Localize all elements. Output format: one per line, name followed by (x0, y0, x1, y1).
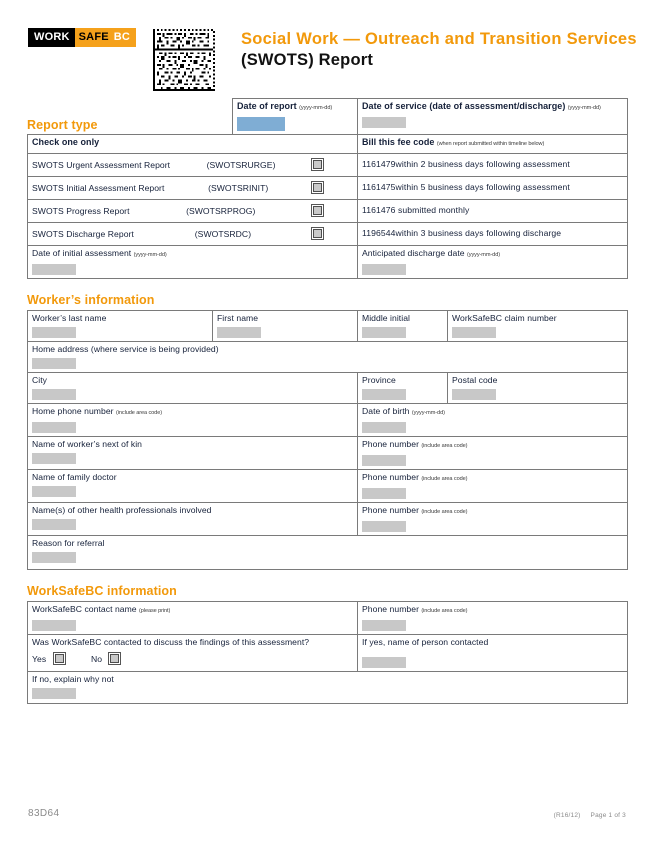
worksafebc-contact-name-input[interactable] (32, 620, 76, 631)
cell-fee-initial (358, 177, 628, 200)
table-row (28, 223, 628, 246)
worker-information-table (27, 310, 628, 570)
report-discharge-name: SWOTS Discharge Report (32, 228, 134, 239)
cell-fee-urgent (358, 154, 628, 177)
date-of-report-label: Date of report (237, 101, 297, 111)
contacted-question-label: Was WorkSafeBC contacted to discuss the findings of this assessment? (32, 637, 310, 647)
table-row (28, 404, 628, 437)
date-of-service-input[interactable] (362, 117, 406, 128)
explain-why-not-label: If no, explain why not (32, 674, 114, 684)
cell-middle-initial[interactable] (358, 311, 448, 342)
worksafebc-contact-name-label: WorkSafeBC contact name (32, 604, 137, 614)
anticipated-discharge-label: Anticipated discharge date (362, 248, 465, 258)
claim-number-input[interactable] (452, 327, 496, 338)
cell-home-address[interactable] (28, 342, 628, 373)
other-professionals-input[interactable] (32, 519, 76, 530)
cell-date-of-report[interactable] (233, 99, 358, 135)
date-of-service-hint: (yyyy-mm-dd) (567, 105, 601, 111)
date-of-report-hint: (yyyy-mm-dd) (299, 105, 333, 111)
worksafebc-contact-phone-label: Phone number (362, 604, 419, 614)
cell-family-doctor-phone[interactable] (358, 470, 628, 503)
checkbox-swots-initial[interactable] (312, 182, 323, 193)
report-type-heading: Report type (27, 118, 98, 132)
family-doctor-phone-input[interactable] (362, 488, 406, 499)
next-of-kin-phone-label: Phone number (362, 439, 419, 449)
cell-contacted-question (28, 635, 358, 672)
next-of-kin-label: Name of worker’s next of kin (32, 439, 142, 449)
date-of-service-label: Date of service (date of assessment/discharge) (362, 101, 566, 111)
cell-worksafebc-contact-name[interactable] (28, 602, 358, 635)
table-row (28, 200, 628, 223)
other-professionals-phone-hint: (include area code) (421, 509, 468, 515)
city-label: City (32, 375, 47, 385)
cell-report-initial (28, 177, 358, 200)
middle-initial-label: Middle initial (362, 313, 410, 323)
cell-anticipated-discharge-date[interactable] (358, 246, 628, 279)
cell-province[interactable] (358, 373, 448, 404)
cell-date-of-service[interactable] (358, 99, 628, 135)
cell-report-urgent (28, 154, 358, 177)
logo-safe-text: SAFE (75, 28, 113, 47)
date-of-report-input[interactable] (237, 117, 285, 131)
cell-next-of-kin[interactable] (28, 437, 358, 470)
postal-code-input[interactable] (452, 389, 496, 400)
worker-last-name-label: Worker’s last name (32, 313, 107, 323)
no-label: No (90, 654, 103, 664)
anticipated-discharge-input[interactable] (362, 264, 406, 275)
date-of-birth-label: Date of birth (362, 406, 410, 416)
table-row (28, 437, 628, 470)
worksafebc-information-section (0, 584, 654, 704)
cell-date-of-birth[interactable] (358, 404, 628, 437)
person-contacted-label: If yes, name of person contacted (362, 637, 489, 647)
worker-last-name-input[interactable] (32, 327, 76, 338)
cell-report-discharge (28, 223, 358, 246)
cell-fee-progress (358, 200, 628, 223)
cell-home-phone[interactable] (28, 404, 358, 437)
checkbox-contacted-yes[interactable] (54, 653, 65, 664)
worksafebc-contact-phone-input[interactable] (362, 620, 406, 631)
report-progress-code: (SWOTSRPROG) (186, 205, 256, 216)
date-initial-assessment-hint: (yyyy-mm-dd) (133, 252, 167, 258)
cell-person-contacted[interactable] (358, 635, 628, 672)
document-title (241, 29, 641, 71)
city-input[interactable] (32, 389, 76, 400)
title-main: Social Work — Outreach and Transition Services (241, 30, 637, 48)
table-row (28, 536, 628, 570)
cell-first-name[interactable] (213, 311, 358, 342)
cell-claim-number[interactable] (448, 311, 628, 342)
home-address-input[interactable] (32, 358, 76, 369)
worksafebc-contact-phone-hint: (include area code) (421, 608, 468, 614)
cell-postal-code[interactable] (448, 373, 628, 404)
middle-initial-input[interactable] (362, 327, 406, 338)
cell-reason-for-referral[interactable] (28, 536, 628, 570)
home-phone-label: Home phone number (32, 406, 114, 416)
yes-label: Yes (32, 654, 47, 664)
worksafebc-contact-name-hint: (please print) (139, 608, 171, 614)
person-contacted-input[interactable] (362, 657, 406, 668)
date-of-birth-input[interactable] (362, 422, 406, 433)
table-row-assessment-dates (28, 246, 628, 279)
family-doctor-phone-label: Phone number (362, 472, 419, 482)
cell-worksafebc-contact-phone[interactable] (358, 602, 628, 635)
explain-why-not-input[interactable] (32, 688, 76, 699)
home-address-label: Home address (where service is being provided) (32, 344, 219, 354)
report-urgent-name: SWOTS Urgent Assessment Report (32, 159, 171, 170)
cell-date-initial-assessment[interactable] (28, 246, 358, 279)
page-header (0, 0, 654, 95)
family-doctor-label: Name of family doctor (32, 472, 117, 482)
other-professionals-phone-label: Phone number (362, 505, 419, 515)
cell-other-professionals[interactable] (28, 503, 358, 536)
checkbox-swots-urgent[interactable] (312, 159, 323, 170)
cell-report-progress (28, 200, 358, 223)
next-of-kin-phone-input[interactable] (362, 455, 406, 466)
logo-work-text: WORK (28, 28, 75, 47)
date-initial-assessment-label: Date of initial assessment (32, 248, 132, 258)
logo-bc-text: BC (113, 28, 136, 47)
table-row (28, 373, 628, 404)
form-revision: (R16/12) (553, 812, 581, 819)
report-urgent-code: (SWOTSRURGE) (206, 159, 276, 170)
table-row-headers (28, 135, 628, 154)
cell-fee-discharge (358, 223, 628, 246)
family-doctor-phone-hint: (include area code) (421, 476, 468, 482)
worker-information-heading: Worker’s information (27, 293, 155, 307)
report-type-table (27, 98, 628, 279)
other-professionals-phone-input[interactable] (362, 521, 406, 532)
home-phone-hint: (include area code) (115, 410, 162, 416)
cell-worker-last-name[interactable] (28, 311, 213, 342)
title-sub: (SWOTS) Report (241, 51, 374, 69)
date-of-birth-hint: (yyyy-mm-dd) (411, 410, 445, 416)
form-number: 83D64 (28, 808, 60, 819)
table-row (28, 602, 628, 635)
anticipated-discharge-hint: (yyyy-mm-dd) (466, 252, 500, 258)
next-of-kin-input[interactable] (32, 453, 76, 464)
cell-city[interactable] (28, 373, 358, 404)
cell-explain-why-not[interactable] (28, 672, 628, 704)
table-row (28, 470, 628, 503)
report-discharge-code: (SWOTSRDC) (194, 228, 252, 239)
table-row (28, 154, 628, 177)
date-initial-assessment-input[interactable] (32, 264, 76, 275)
cell-check-one-only (28, 135, 358, 154)
bill-fee-code-label: Bill this fee code (362, 137, 435, 147)
report-initial-name: SWOTS Initial Assessment Report (32, 182, 165, 193)
table-row (28, 177, 628, 200)
checkbox-contacted-no[interactable] (109, 653, 120, 664)
cell-bill-fee-code (358, 135, 628, 154)
table-row (28, 672, 628, 704)
checkbox-swots-discharge[interactable] (312, 228, 323, 239)
table-row (28, 635, 628, 672)
check-one-only-label: Check one only (32, 137, 100, 147)
page-footer (0, 808, 654, 828)
next-of-kin-phone-hint: (include area code) (421, 443, 468, 449)
table-row (28, 503, 628, 536)
postal-code-label: Postal code (452, 375, 498, 385)
page-label: Page 1 of 3 (590, 812, 626, 819)
fee-discharge-text: 1196544within 3 business days following discharge (362, 228, 562, 238)
fee-progress-text: 1161476 submitted monthly (362, 205, 470, 215)
table-row (28, 342, 628, 373)
province-input[interactable] (362, 389, 406, 400)
worksafebc-information-table (27, 601, 628, 704)
table-row (28, 311, 628, 342)
checkbox-swots-progress[interactable] (312, 205, 323, 216)
claim-number-label: WorkSafeBC claim number (452, 313, 557, 323)
report-initial-code: (SWOTSRINIT) (208, 182, 269, 193)
family-doctor-input[interactable] (32, 486, 76, 497)
table-row-dates (28, 99, 628, 135)
cell-family-doctor[interactable] (28, 470, 358, 503)
datamatrix-barcode-icon (152, 29, 216, 91)
cell-other-professionals-phone[interactable] (358, 503, 628, 536)
reason-for-referral-label: Reason for referral (32, 538, 105, 548)
first-name-input[interactable] (217, 327, 261, 338)
footer-meta (554, 812, 626, 819)
reason-for-referral-input[interactable] (32, 552, 76, 563)
province-label: Province (362, 375, 396, 385)
worker-information-section (0, 293, 654, 570)
fee-urgent-text: 1161479within 2 business days following assessment (362, 159, 570, 169)
home-phone-input[interactable] (32, 422, 76, 433)
other-professionals-label: Name(s) of other health professionals involved (32, 505, 212, 515)
report-progress-name: SWOTS Progress Report (32, 205, 130, 216)
bill-fee-code-hint: (when report submitted within timeline below) (436, 141, 545, 147)
first-name-label: First name (217, 313, 259, 323)
worksafebc-information-heading: WorkSafeBC information (27, 584, 177, 598)
report-type-section (0, 98, 654, 279)
worksafebc-logo (28, 28, 136, 47)
fee-initial-text: 1161475within 5 business days following assessment (362, 182, 570, 192)
cell-next-of-kin-phone[interactable] (358, 437, 628, 470)
